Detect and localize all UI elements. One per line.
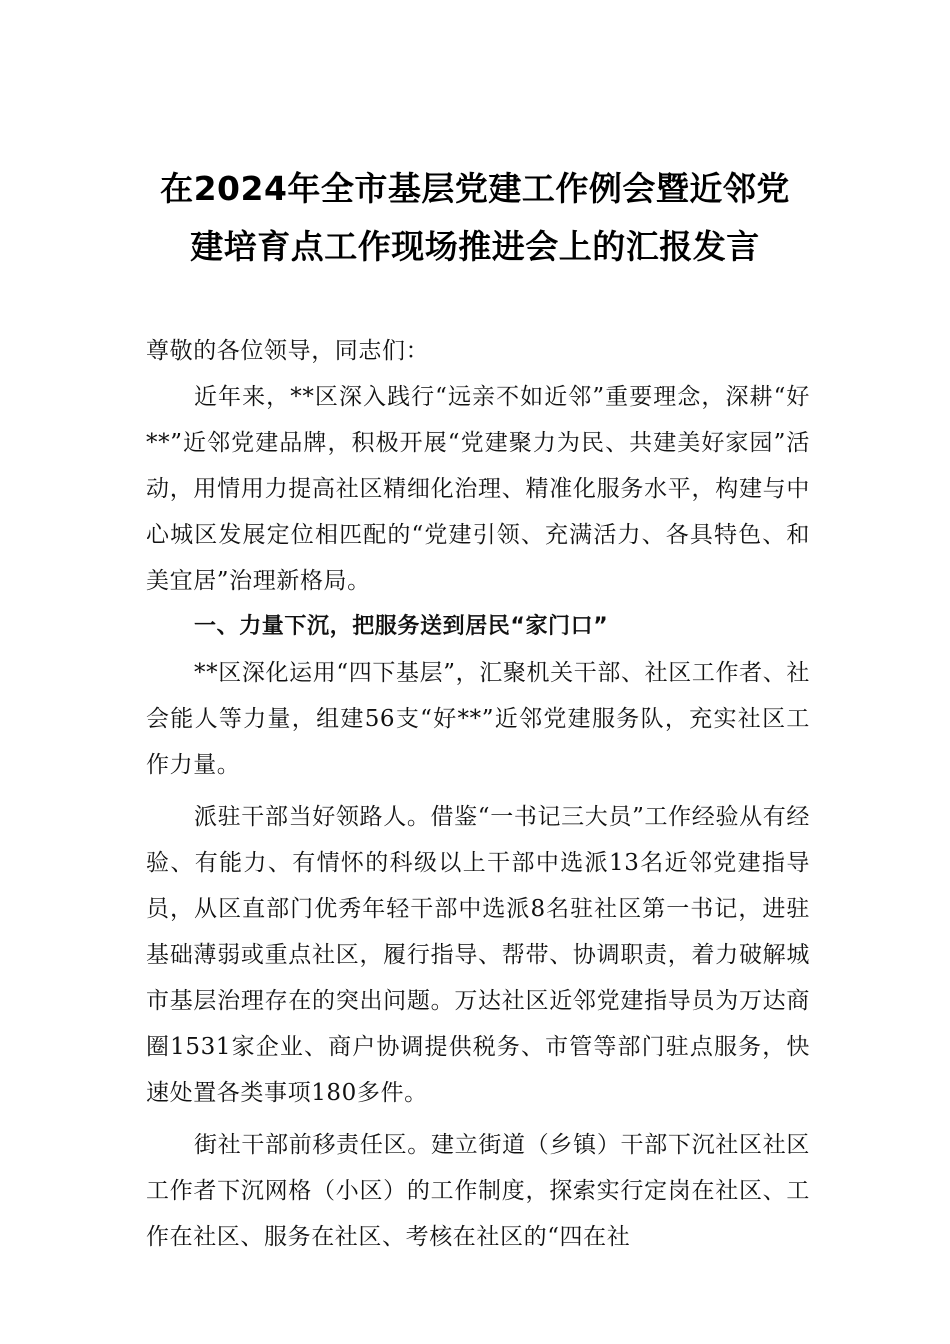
intro-paragraph: 近年来，**区深入践行“远亲不如近邻”重要理念，深耕“好**”近邻党建品牌，积极开展“党建聚力为民、共建美好家园”活动，用情用力提高社区精细化治理、精准化服务水平，构建与中心城区发展定位相匹配的“党建引领、充满活力、各具特色、和美宜居”治理新格局。 [146, 384, 810, 594]
community-cadres-paragraph: 街社干部前移责任区。建立街道（乡镇）干部下沉社区社区工作者下沉网格（小区）的工作制度，探索实行定岗在社区、工作在社区、服务在社区、考核在社区的“四在社 [146, 1132, 810, 1250]
title-line-2: 建培育点工作现场推进会上的汇报发言 [190, 227, 760, 266]
dispatched-cadres-paragraph: 派驻干部当好领路人。借鉴“一书记三大员”工作经验从有经验、有能力、有情怀的科级以上干部中选派13名近邻党建指导员，从区直部门优秀年轻干部中选派8名驻社区第一书记，进驻基础薄弱或重点社区，履行指导、帮带、协调职责，着力破解城市基层治理存在的突出问题。万达社区近邻党建指导员为万达商圈1531家企业、商户协调提供税务、市管等部门驻点服务，快速处置各类事项180多件。 [146, 804, 810, 1106]
section-heading-1: 一、力量下沉，把服务送到居民“家门口” [194, 614, 609, 639]
section-1-paragraph: **区深化运用“四下基层”，汇聚机关干部、社区工作者、社会能人等力量，组建56支“好**”近邻党建服务队，充实社区工作力量。 [146, 660, 810, 778]
salutation: 尊敬的各位领导，同志们： [146, 338, 430, 364]
document-body [146, 328, 810, 1260]
document-title [120, 160, 830, 276]
title-line-1: 在2024年全市基层党建工作例会暨近邻党 [160, 169, 790, 208]
